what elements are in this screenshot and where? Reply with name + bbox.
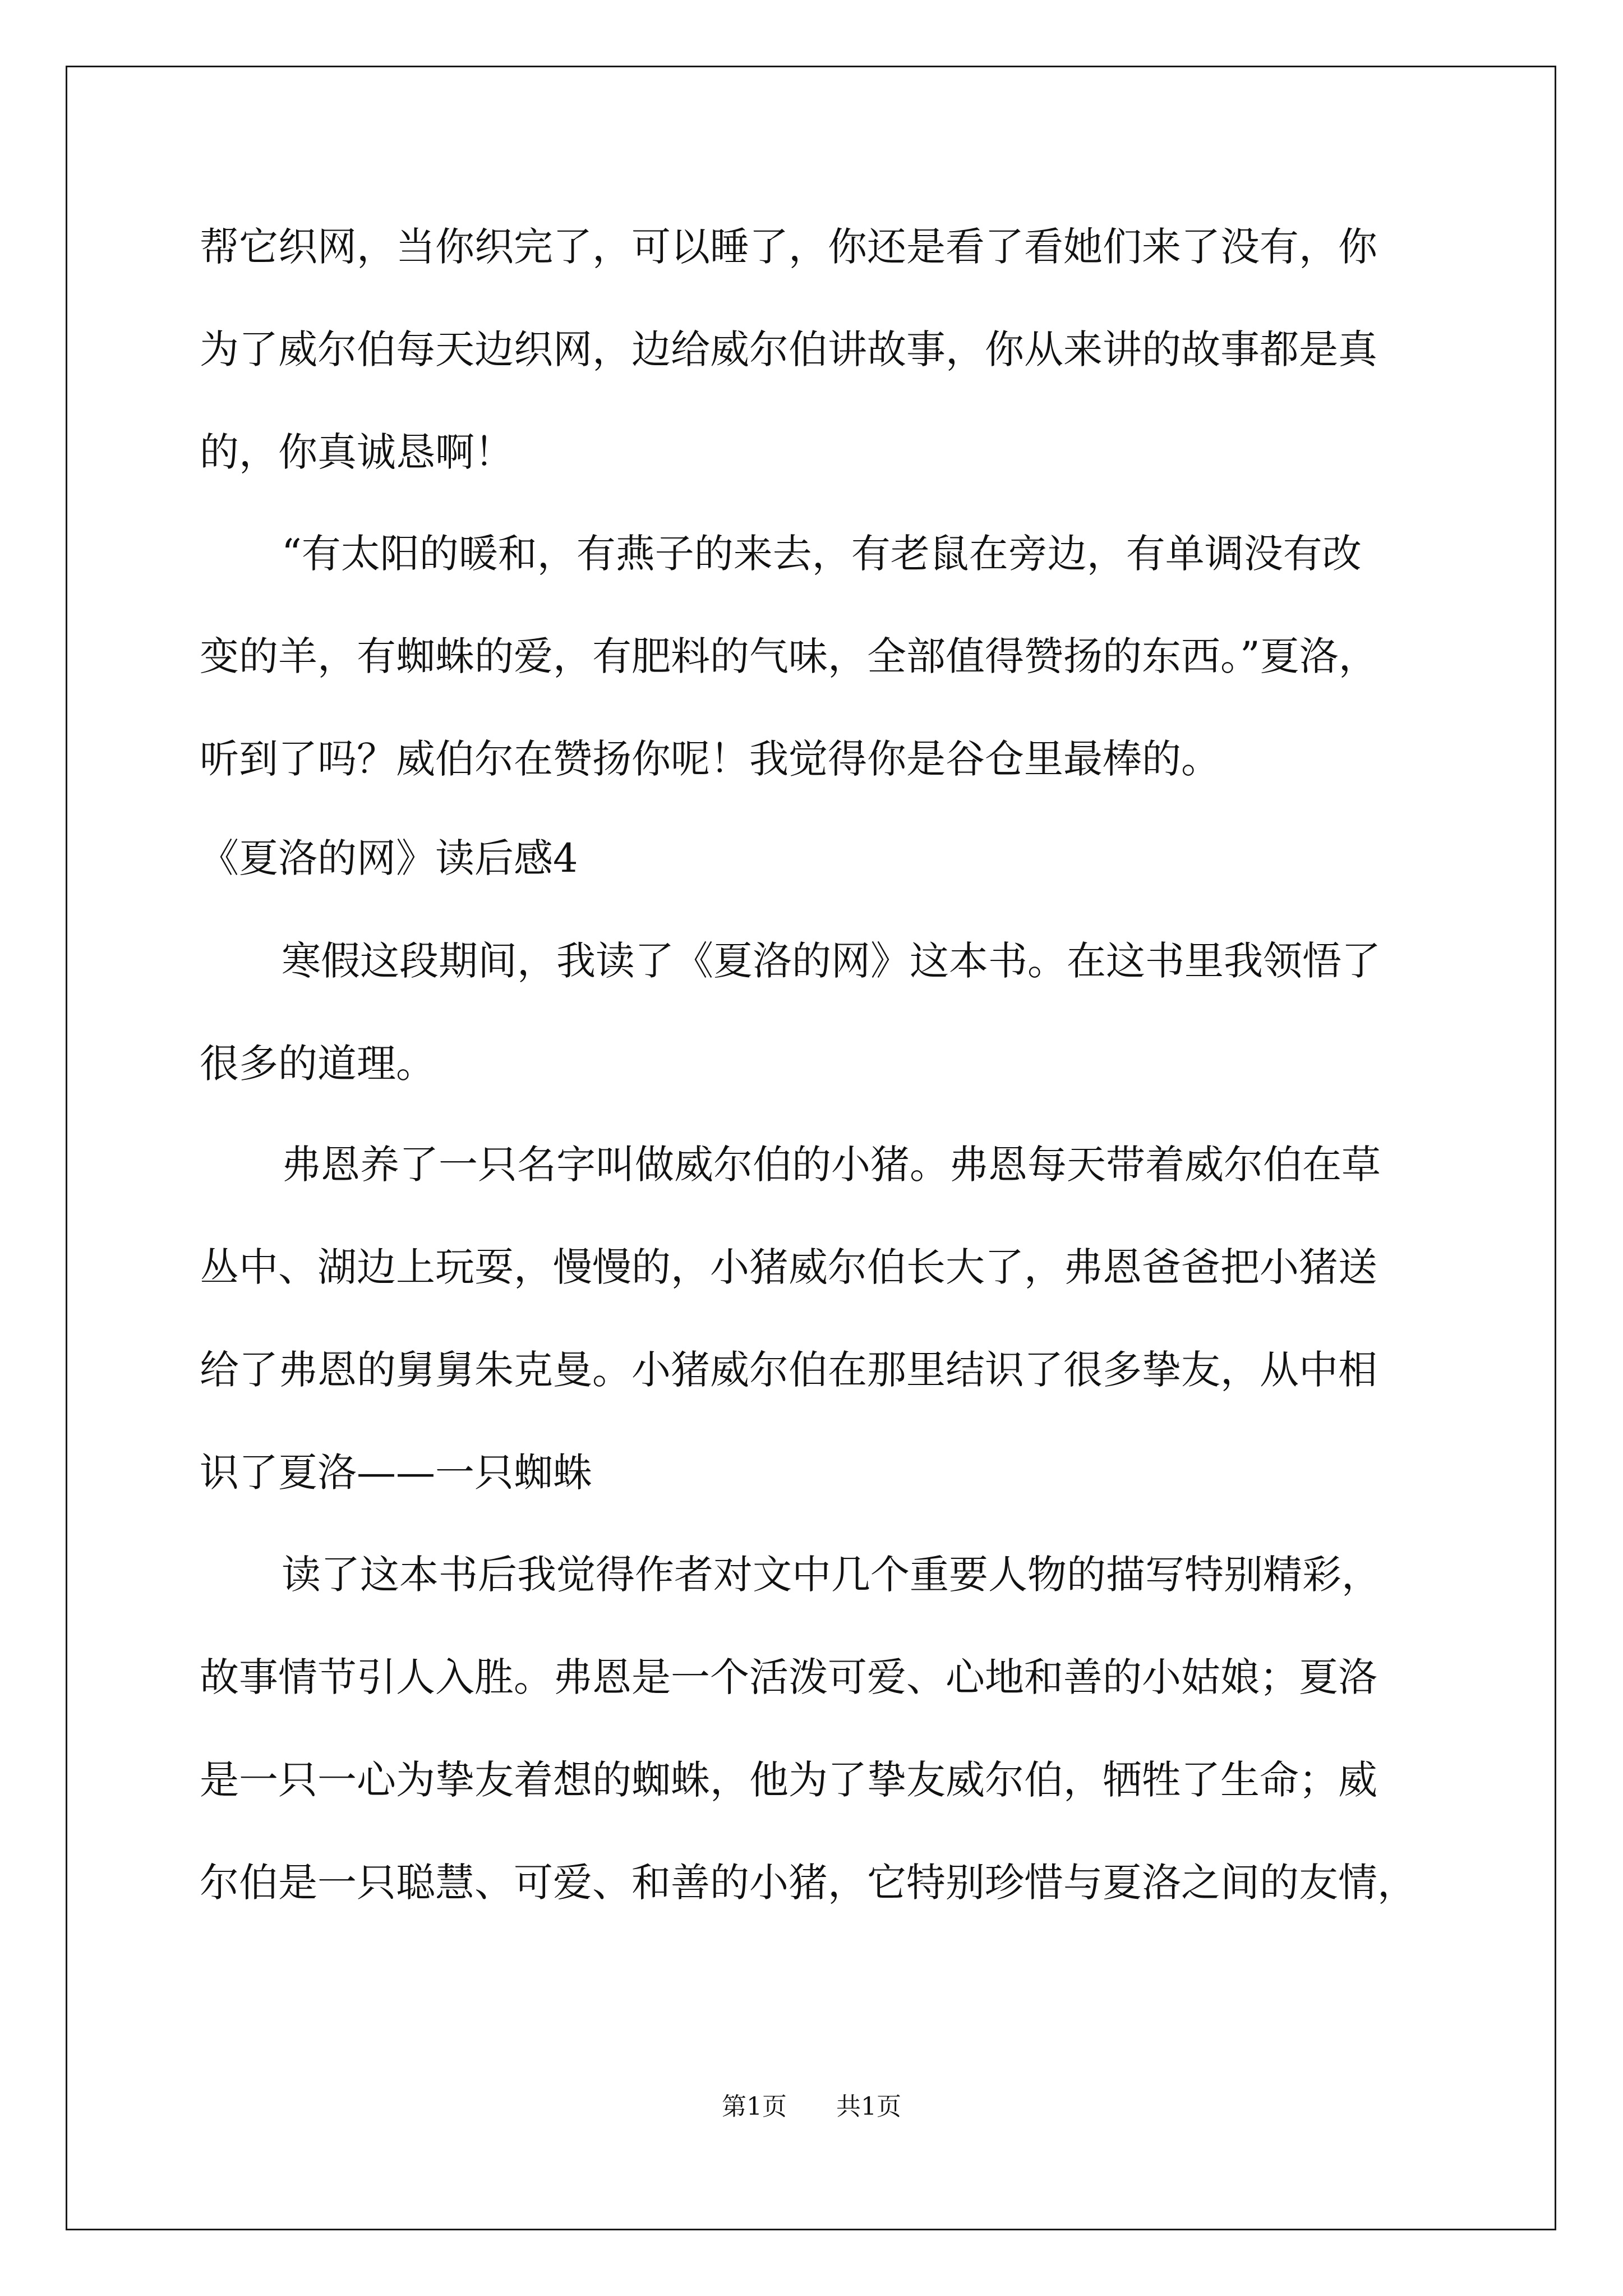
text-line: 丛中、湖边上玩耍，慢慢的，小猪威尔伯长大了，弗恩爸爸把小猪送: [200, 1244, 1377, 1290]
page-total: 共1页: [836, 2092, 901, 2121]
text-line: 的，你真诚恳啊！: [200, 429, 514, 475]
text-line: 给了弗恩的舅舅朱克曼。小猪威尔伯在那里结识了很多挚友，从中相: [200, 1347, 1377, 1393]
text-line: 尔伯是一只聪慧、可爱、和善的小猪，它特别珍惜与夏洛之间的友情，: [200, 1860, 1417, 1906]
text-line: 是一只一心为挚友着想的蜘蛛，他为了挚友威尔伯，牺牲了生命；威: [200, 1757, 1377, 1803]
section-heading: 《夏洛的网》读后感4: [200, 835, 578, 881]
text-line: 很多的道理。: [200, 1041, 435, 1087]
text-line: 听到了吗？威伯尔在赞扬你呢！我觉得你是谷仓里最棒的。: [200, 736, 1220, 782]
text-line: 识了夏洛——一只蜘蛛: [200, 1450, 592, 1496]
text-line: 寒假这段期间，我读了《夏洛的网》这本书。在这书里我领悟了: [282, 938, 1381, 984]
text-line: “有太阳的暖和，有燕子的来去，有老鼠在旁边，有单调没有改: [282, 531, 1362, 577]
text-line: 为了威尔伯每天边织网，边给威尔伯讲故事，你从来讲的故事都是真: [200, 326, 1377, 372]
page-number: 第1页: [722, 2092, 787, 2121]
text-line: 故事情节引人入胜。弗恩是一个活泼可爱、心地和善的小姑娘；夏洛: [200, 1654, 1377, 1700]
text-line: 读了这本书后我觉得作者对文中几个重要人物的描写特别精彩，: [282, 1552, 1381, 1598]
text-line: 帮它织网，当你织完了，可以睡了，你还是看了看她们来了没有，你: [200, 224, 1377, 270]
page-footer: [0, 2090, 1623, 2124]
text-line: 弗恩养了一只名字叫做威尔伯的小猪。弗恩每天带着威尔伯在草: [282, 1142, 1381, 1188]
text-line: 变的羊，有蜘蛛的爱，有肥料的气味，全部值得赞扬的东西。”夏洛，: [200, 633, 1378, 679]
